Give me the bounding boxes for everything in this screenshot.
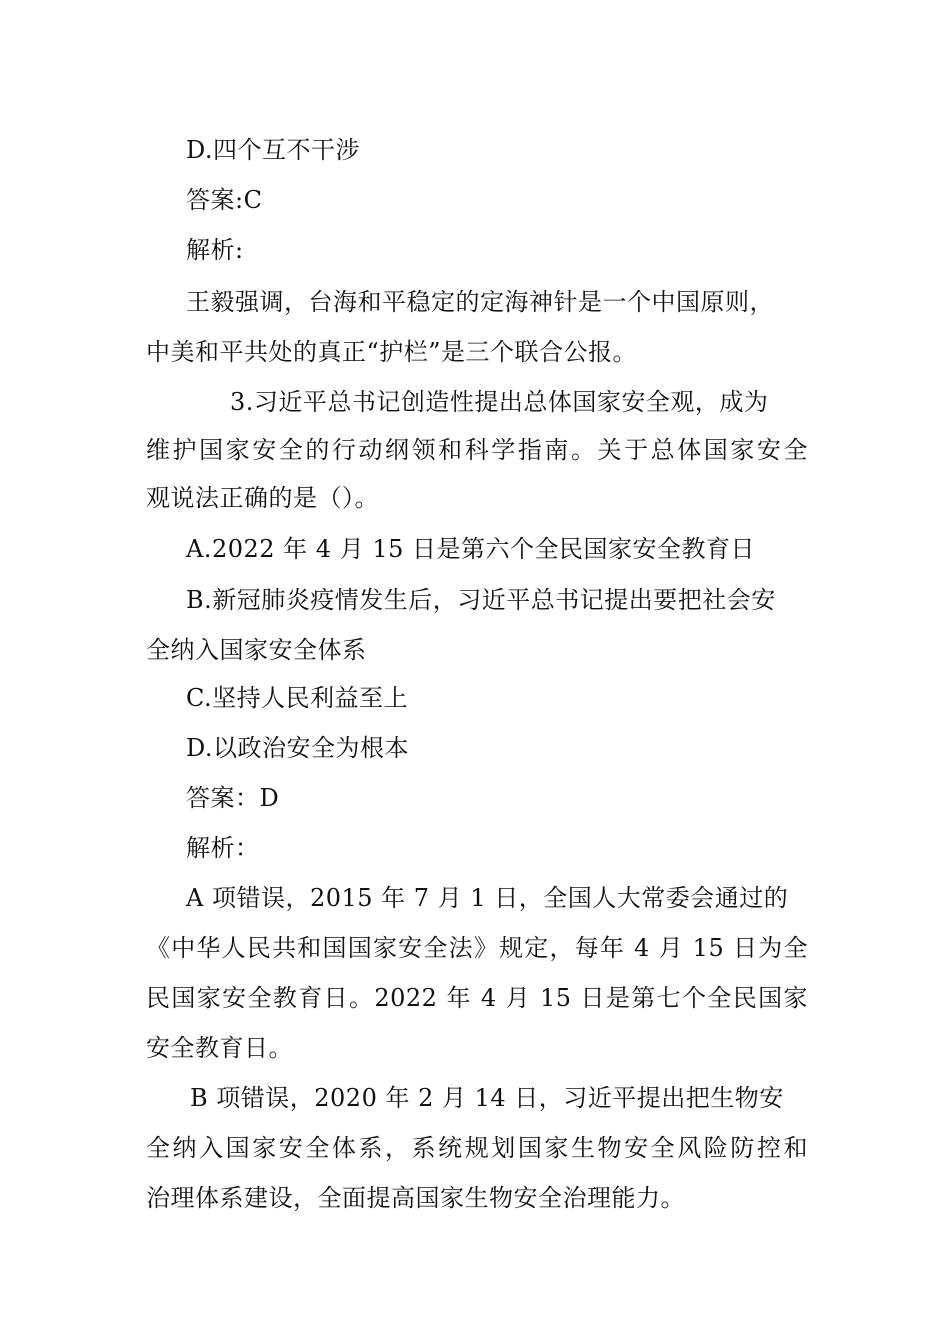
- q3-option-b-line-1: B.新冠肺炎疫情发生后，习近平总书记提出要把社会安: [186, 586, 776, 614]
- q2-answer: 答案:C: [186, 186, 263, 214]
- q3-option-a: A.2022 年 4 月 15 日是第六个全民国家安全教育日: [186, 535, 755, 563]
- q3-question-line-3: 观说法正确的是（）。: [146, 484, 379, 512]
- q3-question-line-1: 3.习近平总书记创造性提出总体国家安全观，成为: [230, 388, 769, 416]
- q3-question-line-2: 维护国家安全的行动纲领和科学指南。关于总体国家安全: [146, 436, 808, 464]
- q3-analysis-a-line-4: 安全教育日。: [146, 1034, 293, 1062]
- q2-analysis-line-2: 中美和平共处的真正“护栏”是三个联合公报。: [146, 338, 638, 366]
- q3-analysis-a-line-2: 《中华人民共和国国家安全法》规定，每年 4 月 15 日为全: [146, 934, 808, 962]
- q2-analysis-label: 解析:: [186, 236, 244, 264]
- q2-analysis-line-1: 王毅强调，台海和平稳定的定海神针是一个中国原则，: [186, 288, 774, 316]
- q3-analysis-a-line-1: A 项错误，2015 年 7 月 1 日，全国人大常委会通过的: [186, 884, 789, 912]
- q3-analysis-a-line-3: 民国家安全教育日。2022 年 4 月 15 日是第七个全民国家: [146, 984, 808, 1012]
- q3-answer: 答案：D: [186, 784, 280, 812]
- q3-option-c: C.坚持人民利益至上: [186, 684, 409, 712]
- q2-option-d: D.四个互不干涉: [186, 136, 361, 164]
- q3-analysis-label: 解析：: [186, 834, 260, 862]
- q3-option-b-line-2: 全纳入国家安全体系: [146, 636, 367, 664]
- q3-analysis-b-line-2: 全纳入国家安全体系，系统规划国家生物安全风险防控和: [146, 1134, 808, 1162]
- q3-analysis-b-line-3: 治理体系建设，全面提高国家生物安全治理能力。: [146, 1184, 685, 1212]
- q3-analysis-b-line-1: B 项错误，2020 年 2 月 14 日，习近平提出把生物安: [190, 1084, 784, 1112]
- q3-option-d: D.以政治安全为根本: [186, 734, 410, 762]
